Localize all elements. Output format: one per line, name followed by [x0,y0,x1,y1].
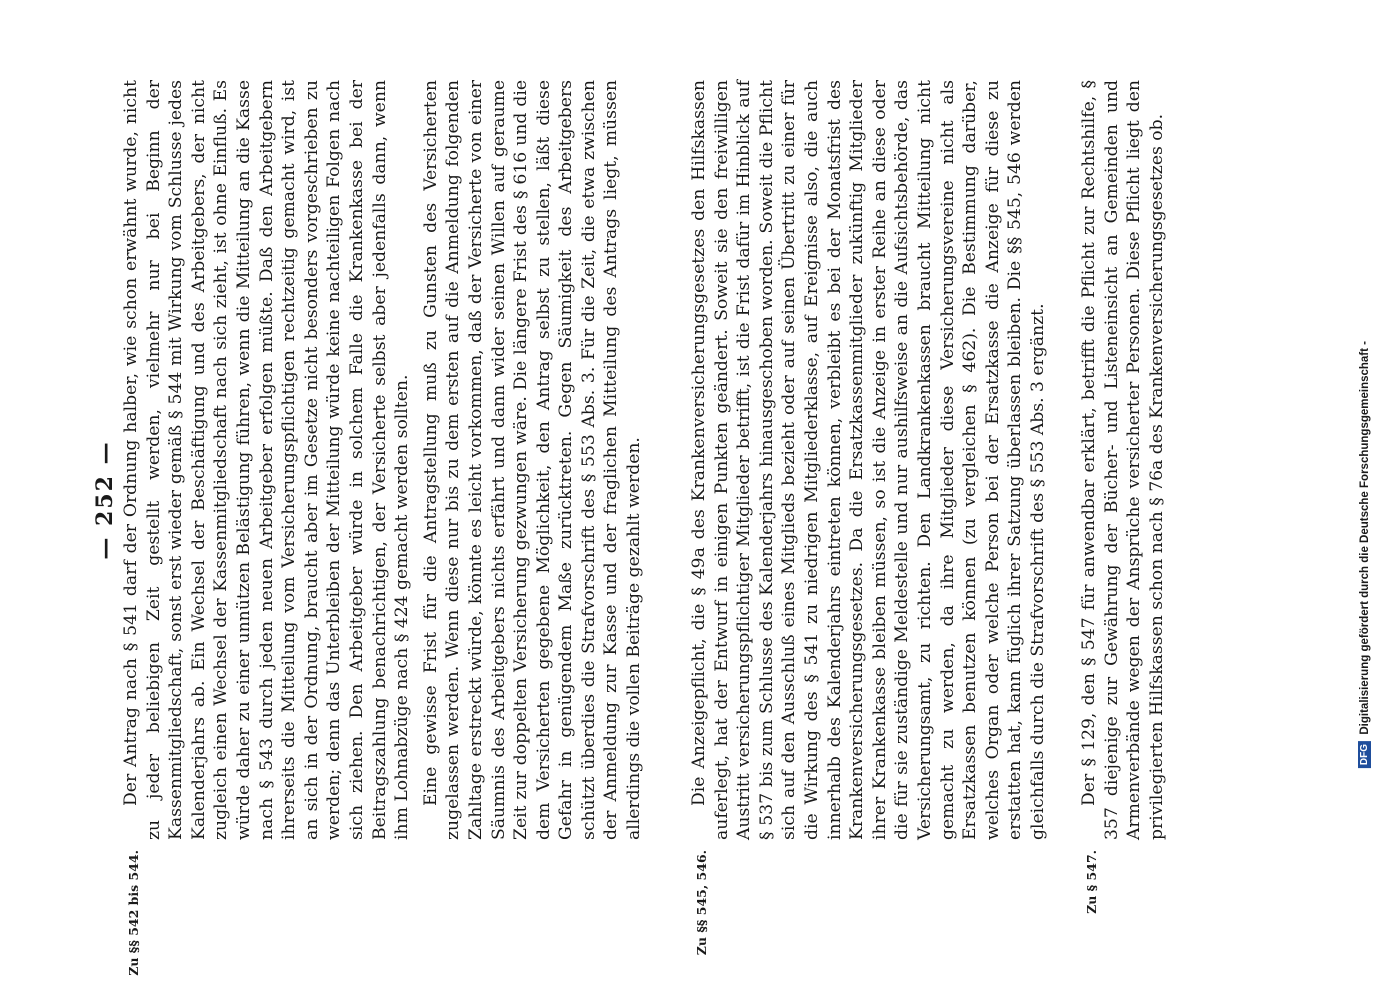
dfg-logo: DFG [1359,741,1372,768]
marginal-note: Zu §§ 542 bis 544. [126,850,141,976]
marginal-note: Zu § 547. [1084,850,1099,914]
paragraph: Der Antrag nach § 541 darf der Ordnung halber, wie schon erwähnt wurde, nicht zu jeder beliebigen Zeit gestellt werden, vielmehr nur bei Beginn der Kassenmitgliedschaft, sonst erst wieder gemäß § 544 mit Wirkung vom Schlusse jedes Kalenderjahrs ab. Ein Wechsel der Beschäftigung und des Arbeitgebers, der nicht zugleich einen Wechsel der Kassenmitgliedschaft nach sich zieht, ist ohne Einfluß. Es würde daher zu einer unnützen Belästigung führen, wenn die Mitteilung an die Kasse nach § 543 durch jeden neuen Arbeitgeber erfolgen müßte. Daß den Arbeitgebern ihrerseits die Mitteilung vom Versicherungspflichtigen rechtzeitig gemacht wird, ist an sich in der Ordnung, braucht aber im Gesetze nicht besonders vorgeschrieben zu werden; denn das Unterbleiben der Mitteilung würde keine nachteiligen Folgen nach sich ziehen. Den Arbeitgeber würde in solchem Falle die Krankenkasse bei der Beitragszahlung benachrichtigen, der Versicherte selbst aber jedenfalls dann, wenn ihm Lohnabzüge nach § 424 gemacht werden sollten. [121,80,413,840]
paragraph: Eine gewisse Frist für die Antragstellung muß zu Gunsten des Versicherten zugelassen werden. Wenn diese nur bis zu dem ersten auf die Anmeldung folgenden Zahltage erstreckt würde, könnte es leicht vorkommen, daß der Versicherte von einer Säumnis des Arbeitgebers nichts erfährt und dann wider seinen Willen auf geraume Zeit zur doppelten Versicherung gezwungen wäre. Die längere Frist des § 616 und die dem Versicherten gegebene Möglichkeit, den Antrag selbst zu stellen, läßt diese Gefahr in genügendem Maße zurücktreten. Gegen Säumigkeit des Arbeitgebers schützt überdies die Strafvorschrift des § 553 Abs. 3. Für die Zeit, die etwa zwischen der Anmeldung zur Kasse und der fraglichen Mitteilung des Antrags liegt, müssen allerdings die vollen Beiträge gezahlt werden. [420,80,645,840]
section-547 [1078,80,1168,914]
marginal-note: Zu §§ 545, 546. [694,850,709,956]
paragraph: Der § 129, den § 547 für anwendbar erklärt, betrifft die Pflicht zur Rechtshilfe, § 357 diejenige zur Gewährung der Bücher- und Listeneinsicht an Gemeinden und Armenverbände wegen der Ansprüche versicherter Personen. Diese Pflicht liegt den privilegierten Hilfskassen schon nach § 76a des Krankenversicherungsgesetzes ob. [1079,80,1167,840]
section-542-544 [120,80,646,976]
credit-text: Digitalisierung gefördert durch die Deutsche Forschungsgemeinschaft - [1359,341,1371,735]
paragraph: Die Anzeigepflicht, die § 49a des Krankenversicherungsgesetzes den Hilfskassen auferlegt, hat der Entwurf in einigen Punkten geändert. Soweit sie den freiwilligen Austritt versicherungspflichtiger Mitglieder betrifft, ist die Frist dafür im Hinblick auf § 537 bis zum Schlusse des Kalenderjahrs hinausgeschoben worden. Soweit die Pflicht sich auf den Ausschluß eines Mitglieds bezieht oder auf seinen Übertritt zu einer für die Wirkung des § 541 zu niedrigen Mitgliederklasse, auf Ereignisse also, die auch innerhalb des Kalenderjahrs eintreten können, verbleibt es bei der Monatsfrist des Krankenversicherungsgesetzes. Da die Ersatzkassenmitglieder zukünftig Mitglieder ihrer Krankenkasse bleiben müssen, so ist die Anzeige in erster Reihe an diese oder die für sie zuständige Meldestelle und nur aushilfsweise an die Aufsichtsbehörde, das Versicherungsamt, zu richten. Den Landkrankenkassen braucht Mitteilung nicht gemacht zu werden, da ihre Mitglieder diese Versicherungsvereine nicht als Ersatzkassen benutzen können (zu vergleichen § 462). Die Bestimmung darüber, welches Organ oder welche Person bei der Ersatzkasse die Anzeige für diese zu erstatten hat, kann füglich ihrer Satzung überlassen bleiben. Die §§ 545, 546 werden gleichfalls durch die Strafvorschrift des § 553 Abs. 3 ergänzt. [689,80,1048,840]
section-545-546 [688,80,1050,956]
digitization-credit [1355,8,1375,768]
page-number: — 252 — [92,440,118,560]
